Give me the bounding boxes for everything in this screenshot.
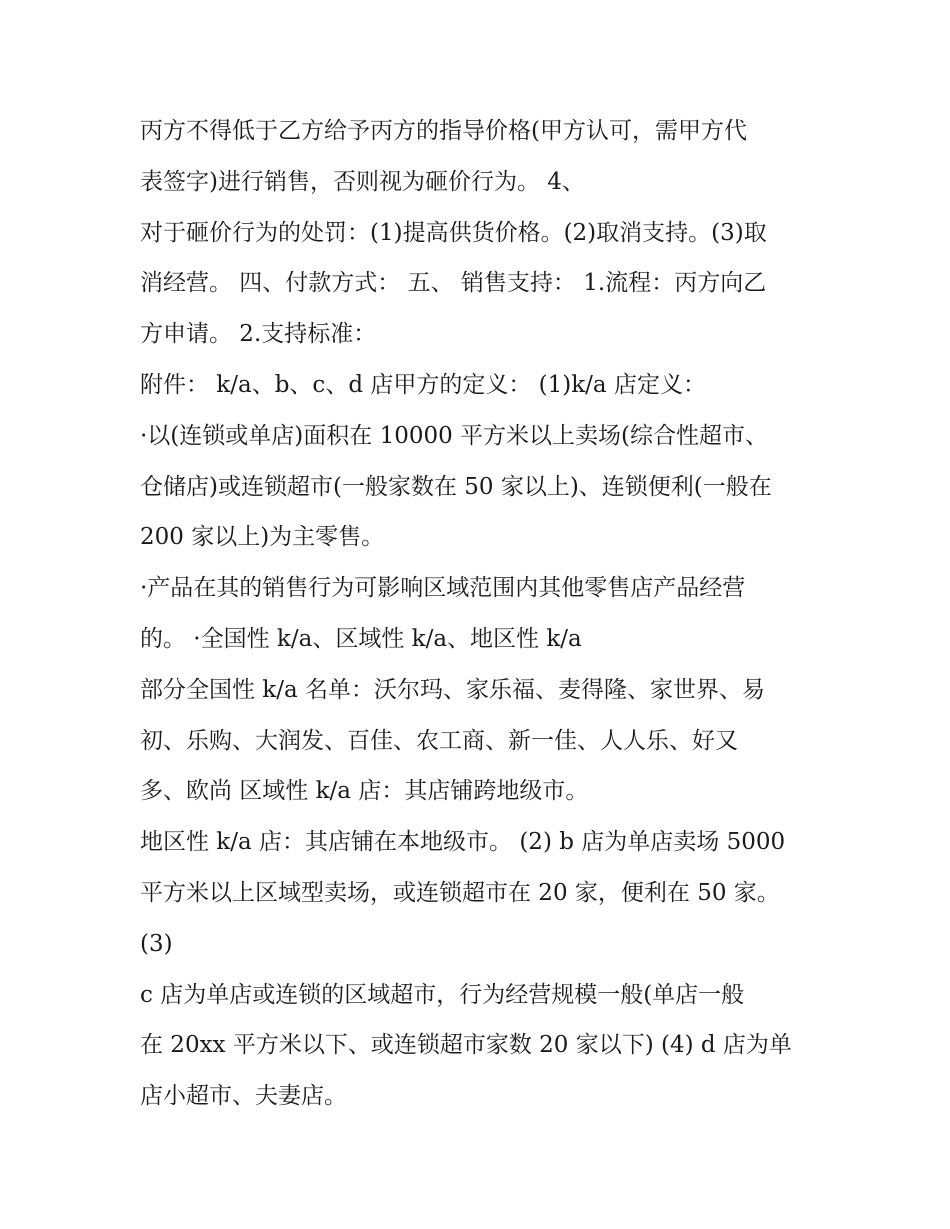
text-line: 店小超市、夫妻店。 [140,1083,347,1110]
text-line: 丙方不得低于乙方给予丙方的指导价格(甲方认可，需甲方代 [140,118,747,144]
text-line: 平方米以上区域型卖场，或连锁超市在 20 家，便利在 50 家。 [140,879,780,906]
document-body [140,106,830,1122]
text-line: (3) [140,930,173,957]
text-line: 初、乐购、大润发、百佳、农工商、新一佳、人人乐、好又 [140,727,738,754]
text-line: ·产品在其的销售行为可影响区域范围内其他零售店产品经营 [140,575,746,602]
text-line: 表签字)进行销售，否则视为砸价行为。 4、 [140,168,585,195]
text-line: 附件： k/a、b、c、d 店甲方的定义： (1)k/a 店定义： [140,371,706,398]
text-line: c 店为单店或连锁的区域超市，行为经营规模一般(单店一般 [140,981,745,1008]
text-line: ·以(连锁或单店)面积在 10000 平方米以上卖场(综合性超市、 [140,422,769,449]
text-line: 方申请。 2.支持标准： [140,321,377,348]
text-line: 消经营。 四、付款方式： 五、 销售支持： 1.流程：丙方向乙 [140,270,767,297]
text-line: 仓储店)或连锁超市(一般家数在 50 家以上)、连锁便利(一般在 [140,473,772,500]
text-line: 地区性 k/a 店：其店铺在本地级市。 (2) b 店为单店卖场 5000 [140,829,786,856]
text-line: 对于砸价行为的处罚：(1)提高供货价格。(2)取消支持。(3)取 [140,219,767,246]
text-line: 200 家以上)为主零售。 [140,524,385,551]
text-line: 在 20xx 平方米以下、或连锁超市家数 20 家以下) (4) d 店为单 [140,1032,792,1059]
text-line: 多、欧尚 区域性 k/a 店：其店铺跨地级市。 [140,778,589,805]
text-line: 部分全国性 k/a 名单：沃尔玛、家乐福、麦得隆、家世界、易 [140,676,766,703]
text-line: 的。 ·全国性 k/a、区域性 k/a、地区性 k/a [140,625,582,652]
